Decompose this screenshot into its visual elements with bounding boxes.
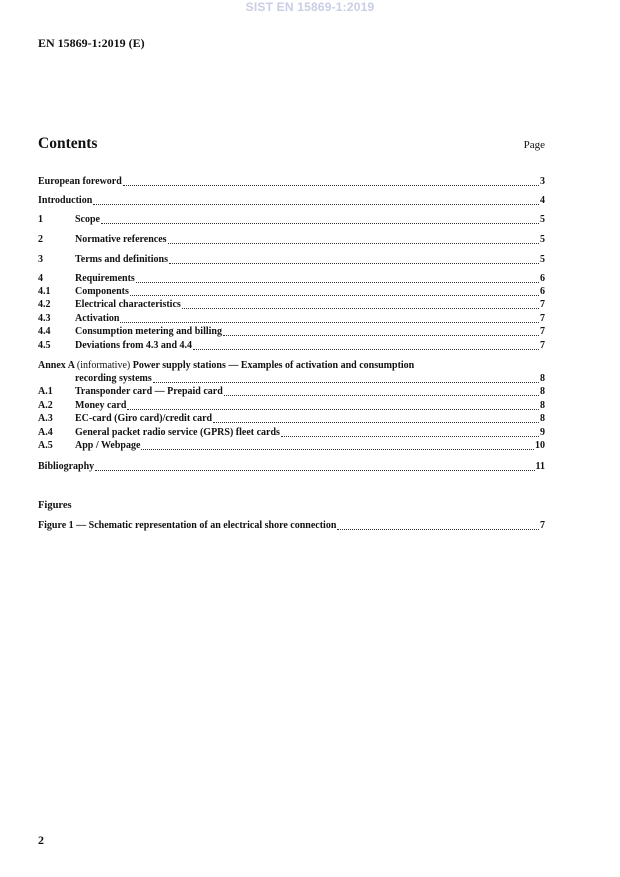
toc-entry-introduction[interactable]	[38, 195, 545, 207]
toc-entry-number: 4.3	[38, 313, 51, 324]
toc-entry-number: 4	[38, 273, 43, 284]
toc-entry-page: 11	[535, 461, 545, 472]
toc-entry-number: 4.5	[38, 340, 51, 351]
toc-entry-page: 8	[540, 373, 545, 384]
annex-title-line1: Power supply stations — Examples of activation and consumption	[132, 360, 415, 371]
toc-entry-number: 1	[38, 214, 43, 225]
toc-entry-title: Consumption metering and billing	[75, 326, 222, 337]
toc-entry-requirements[interactable]	[38, 273, 545, 285]
toc-entry-a4[interactable]	[38, 427, 545, 439]
toc-entry-activation[interactable]	[38, 313, 545, 325]
toc-entry-bibliography[interactable]	[38, 461, 545, 473]
contents-title: Contents	[38, 135, 98, 152]
toc-entry-title: Components	[75, 286, 129, 297]
toc-entry-number: 4.4	[38, 326, 51, 337]
toc-entry-title: App / Webpage	[75, 440, 141, 451]
toc-entry-title: Terms and definitions	[75, 254, 168, 265]
toc-entry-page: 7	[540, 340, 545, 351]
toc-leader	[127, 409, 539, 410]
toc-entry-number: 2	[38, 234, 43, 245]
toc-leader	[281, 436, 539, 437]
toc-leader	[141, 449, 534, 450]
toc-entry-page: 4	[540, 195, 545, 206]
toc-entry-title: Electrical characteristics	[75, 299, 181, 310]
toc-entry-page: 8	[540, 386, 545, 397]
toc-entry-number: 4.1	[38, 286, 51, 297]
toc-entry-page: 3	[540, 176, 545, 187]
figure-entry-page: 7	[540, 520, 545, 531]
toc-leader	[193, 349, 539, 350]
toc-leader	[93, 204, 539, 205]
toc-leader	[95, 470, 534, 471]
toc-entry-title: Deviations from 4.3 and 4.4	[75, 340, 193, 351]
toc-entry-page: 7	[540, 299, 545, 310]
toc-entry-page: 5	[540, 214, 545, 225]
toc-entry-number: 3	[38, 254, 43, 265]
toc-entry-number: 4.2	[38, 299, 51, 310]
toc-entry-title: Requirements	[75, 273, 135, 284]
toc-entry-scope[interactable]	[38, 214, 545, 226]
toc-entry-title: EC-card (Giro card)/credit card	[75, 413, 213, 424]
toc-entry-title: General packet radio service (GPRS) fleet cards	[75, 427, 280, 438]
toc-entry-electrical-characteristics[interactable]	[38, 299, 545, 311]
toc-entry-components[interactable]	[38, 286, 545, 298]
toc-entry-number: A.3	[38, 413, 53, 424]
toc-leader	[169, 263, 539, 264]
page-number: 2	[38, 833, 44, 847]
toc-entry-number: A.4	[38, 427, 53, 438]
toc-entry-page: 6	[540, 286, 545, 297]
figure-entry-1[interactable]	[38, 520, 545, 532]
toc-entry-number: A.2	[38, 400, 53, 411]
toc-entry-title: Transponder card — Prepaid card	[75, 386, 223, 397]
toc-entry-page: 6	[540, 273, 545, 284]
toc-leader	[120, 322, 539, 323]
toc-leader	[153, 382, 539, 383]
document-id: EN 15869-1:2019 (E)	[38, 36, 145, 50]
toc-entry-page: 10	[535, 440, 545, 451]
figures-title: Figures	[38, 500, 72, 511]
toc-entry-a5[interactable]	[38, 440, 545, 452]
toc-entry-a3[interactable]	[38, 413, 545, 425]
toc-entry-normative-references[interactable]	[38, 234, 545, 246]
annex-label: Annex A	[38, 360, 75, 371]
toc-entry-page: 9	[540, 427, 545, 438]
toc-entry-page: 5	[540, 254, 545, 265]
toc-leader	[130, 295, 539, 296]
toc-entry-title: Bibliography	[38, 461, 95, 472]
toc-entry-a1[interactable]	[38, 386, 545, 398]
figure-entry-title: Figure 1 — Schematic representation of an electrical shore connection	[38, 520, 337, 531]
toc-entry-page: 7	[540, 326, 545, 337]
toc-leader	[123, 185, 539, 186]
toc-entry-terms-definitions[interactable]	[38, 254, 545, 266]
page-column-label: Page	[523, 139, 545, 151]
toc-entry-page: 7	[540, 313, 545, 324]
toc-leader	[101, 223, 539, 224]
toc-leader	[182, 308, 539, 309]
toc-entry-title: Money card	[75, 400, 127, 411]
toc-entry-title: Scope	[75, 214, 100, 225]
toc-entry-annex-a[interactable]	[38, 360, 545, 372]
toc-leader	[168, 243, 539, 244]
annex-type: (informative)	[76, 360, 131, 371]
toc-leader	[224, 395, 539, 396]
watermark: SIST EN 15869-1:2019	[245, 0, 375, 14]
toc-leader	[223, 335, 539, 336]
toc-entry-title: Activation	[75, 313, 120, 324]
toc-entry-page: 5	[540, 234, 545, 245]
toc-leader	[213, 422, 539, 423]
toc-entry-number: A.1	[38, 386, 53, 397]
toc-leader	[136, 282, 539, 283]
toc-entry-number: A.5	[38, 440, 53, 451]
toc-entry-deviations[interactable]	[38, 340, 545, 352]
toc-entry-title: Introduction	[38, 195, 93, 206]
toc-entry-page: 8	[540, 413, 545, 424]
annex-title-line2: recording systems	[75, 373, 152, 384]
toc-entry-title: European foreword	[38, 176, 122, 187]
toc-leader	[337, 529, 539, 530]
toc-entry-foreword[interactable]	[38, 176, 545, 188]
toc-entry-a2[interactable]	[38, 400, 545, 412]
toc-entry-consumption-metering[interactable]	[38, 326, 545, 338]
toc-entry-page: 8	[540, 400, 545, 411]
toc-entry-annex-a-continued[interactable]	[38, 373, 545, 385]
toc-entry-title: Normative references	[75, 234, 167, 245]
